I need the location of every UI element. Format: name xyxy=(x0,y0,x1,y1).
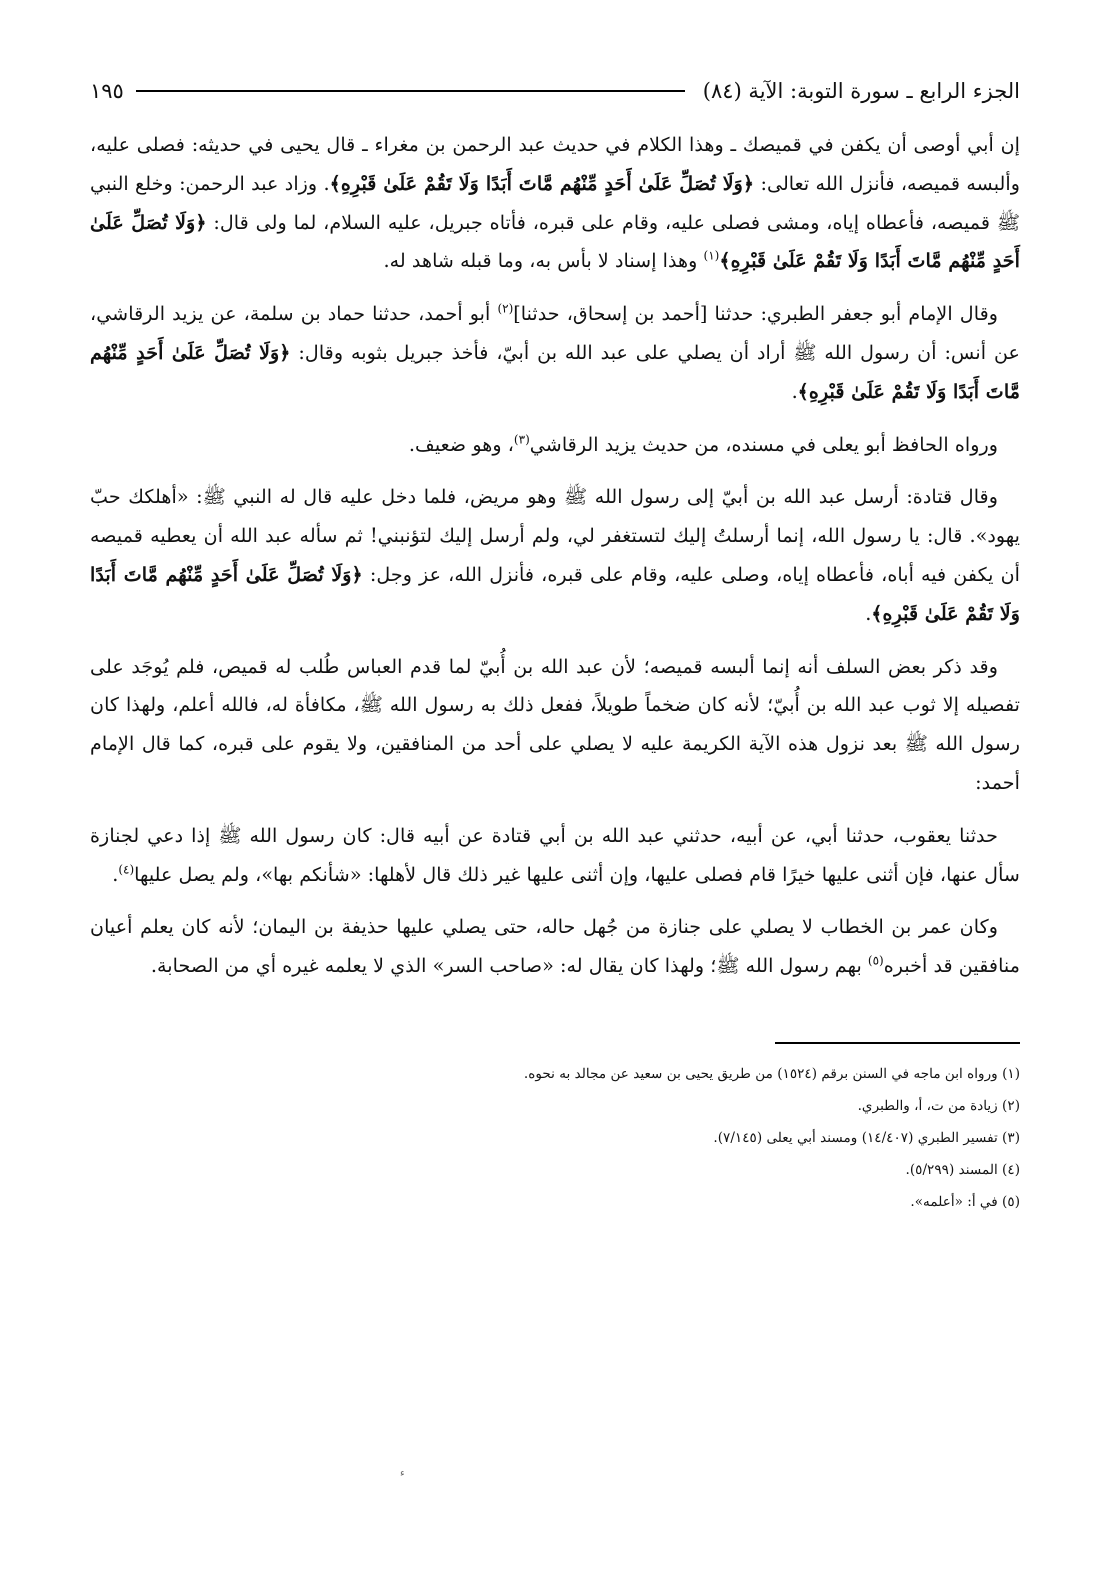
footnote-marker: (٤) xyxy=(118,862,135,877)
header-title: الجزء الرابع ـ سورة التوبة: الآية (٨٤) xyxy=(702,79,1020,103)
paragraph-text: بهم رسول الله ﷺ؛ ولهذا كان يقال له: «صاحب السر» الذي لا يعلمه غيره أي من الصحابة. xyxy=(150,954,868,978)
paragraph-text: إن أبي أوصى أن يكفن في قميصك ـ وهذا الكلام في حديث عبد الرحمن بن مغراء ـ قال يحيى في حديثه: فصلى عليه، وألبسه قميصه، فأنزل الله تعالى: xyxy=(90,133,1020,195)
footnote: (١) ورواه ابن ماجه في السنن برقم (١٥٢٤) من طريق يحيى بن سعيد عن مجالد به نحوه. xyxy=(523,1065,1020,1082)
paragraph xyxy=(90,295,1020,411)
page-number: ١٩٥ xyxy=(90,79,124,103)
paragraph-text: وقال الإمام أبو جعفر الطبري: حدثنا [أحمد بن إسحاق، حدثنا] xyxy=(513,302,999,326)
paragraph xyxy=(90,817,1020,895)
paragraph xyxy=(90,648,1020,803)
paragraph-text: . xyxy=(791,379,798,403)
quran-verse: ﴿وَلَا تُصَلِّ عَلَىٰ أَحَدٍ مِّنْهُم مَّاتَ أَبَدًا وَلَا تَقُمْ عَلَىٰ قَبْرِهِ﴾ xyxy=(329,171,755,195)
paragraph xyxy=(90,478,1020,633)
footnote: (٤) المسند (٥/٢٩٩). xyxy=(905,1161,1020,1178)
quran-verse: ﴿وَلَا تُصَلِّ عَلَىٰ أَحَدٍ مِّنْهُم مَّاتَ أَبَدًا وَلَا تَقُمْ عَلَىٰ قَبْرِهِ﴾ xyxy=(90,340,1020,403)
book-page xyxy=(90,70,1020,1530)
footnote-marker: (٣) xyxy=(513,432,530,447)
footnote-separator xyxy=(775,1042,1020,1044)
main-text xyxy=(90,126,1020,986)
stray-mark: ء xyxy=(400,1468,405,1479)
paragraph-text: وهذا إسناد لا بأس به، وما قبله شاهد له. xyxy=(383,249,704,273)
paragraph-text: . وزاد عبد الرحمن: وخلع النبي ﷺ قميصه، فأعطاه إياه، ومشى فصلى عليه، وقام على قبره، فأتاه جبريل، عليه السلام، لما ولى قال: xyxy=(90,171,1021,234)
paragraph-text: وقد ذكر بعض السلف أنه إنما ألبسه قميصه؛ لأن عبد الله بن أُبيّ لما قدم العباس طُلب له قميص، فلم يُوجَد على تفصيله إلا ثوب عبد الله بن أُبيّ؛ لأنه كان ضخماً طويلاً، ففعل ذلك به رسول الله ﷺ، مكافأة له، فالله أعلم، ولهذا كان رسول الله ﷺ بعد نزول هذه الآية الكريمة عليه لا يصلي على أحد من المنافقين، ولا يقوم على قبره، كما قال الإمام أحمد: xyxy=(90,654,1020,794)
paragraph xyxy=(90,426,1020,465)
footnote-marker: (٢) xyxy=(497,301,514,316)
paragraph-text: وقال قتادة: أرسل عبد الله بن أبيّ إلى رسول الله ﷺ وهو مريض، فلما دخل عليه قال له النبي ﷺ: «أهلكك حبّ يهود». قال: يا رسول الله، إنما أرسلتُ إليك لتستغفر لي، ولم أرسل إليك لتؤنبني! ثم سأله عبد الله أن يعطيه قميصه أن يكفن فيه أباه، فأعطاه إياه، وصلى عليه، وقام على قبره، فأنزل الله، عز وجل: xyxy=(90,485,1020,586)
footnote: (٢) زيادة من ت، أ، والطبري. xyxy=(857,1097,1020,1114)
footnotes xyxy=(90,1058,1020,1218)
footnote: (٥) في أ: «أعلمه». xyxy=(910,1193,1020,1210)
paragraph-text: ورواه الحافظ أبو يعلى في مسنده، من حديث يزيد الرقاشي xyxy=(529,432,998,456)
paragraph-text: حدثنا يعقوب، حدثنا أبي، عن أبيه، حدثني عبد الله بن أبي قتادة عن أبيه قال: كان رسول الله ﷺ إذا دعي لجنازة سأل عنها، فإن أثنى عليها خيرًا قام فصلى عليها، وإن أثنى عليها غير ذلك قال لأهلها: «شأنكم بها»، ولم يصل عليها xyxy=(90,823,1020,886)
paragraph-text: . xyxy=(865,601,872,625)
paragraph-text: وكان عمر بن الخطاب لا يصلي على جنازة من جُهل حاله، حتى يصلي عليها حذيفة بن اليمان؛ لأنه كان يعلم أعيان منافقين قد أخبره xyxy=(90,915,1020,978)
paragraph-text: ، وهو ضعيف. xyxy=(408,432,514,456)
paragraph-text: أبو أحمد، حدثنا حماد بن سلمة، عن يزيد الرقاشي، عن أنس: أن رسول الله ﷺ أراد أن يصلي على عبد الله بن أبيّ، فأخذ جبريل بثوبه وقال: xyxy=(90,302,1020,364)
quran-verse: ﴿وَلَا تُصَلِّ عَلَىٰ أَحَدٍ مِّنْهُم مَّاتَ أَبَدًا وَلَا تَقُمْ عَلَىٰ قَبْرِهِ﴾ xyxy=(90,210,1020,273)
header-rule xyxy=(136,90,685,92)
footnote-marker: (١) xyxy=(703,249,720,263)
paragraph xyxy=(90,126,1020,281)
footnote: (٣) تفسير الطبري (١٤/٤٠٧) ومسند أبي يعلى (٧/١٤٥). xyxy=(713,1129,1020,1146)
paragraph xyxy=(90,908,1020,986)
quran-verse: ﴿وَلَا تُصَلِّ عَلَىٰ أَحَدٍ مِّنْهُم مَّاتَ أَبَدًا وَلَا تَقُمْ عَلَىٰ قَبْرِهِ﴾ xyxy=(90,562,1020,625)
footnote-marker: (٥) xyxy=(867,953,884,968)
paragraph-text: . xyxy=(112,862,119,886)
running-header xyxy=(90,70,1020,112)
